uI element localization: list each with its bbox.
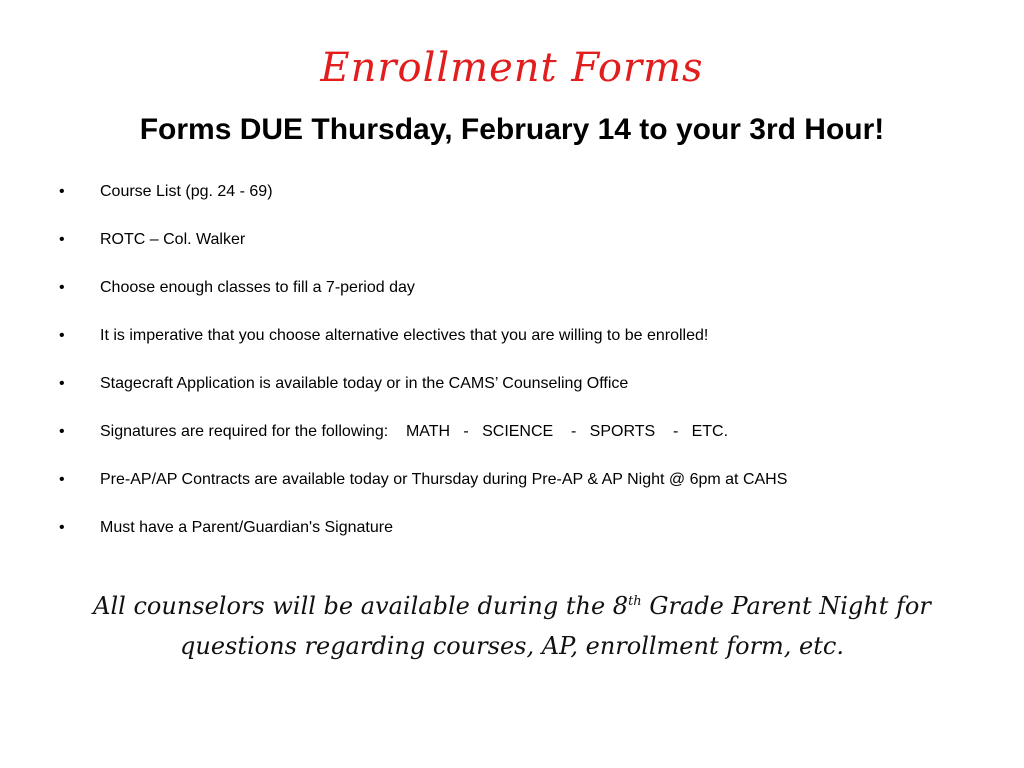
bullet-item-contracts bbox=[0, 464, 1024, 512]
bullet-text: Choose enough classes to fill a 7-period day bbox=[100, 279, 415, 296]
bullet-text: Course List (pg. 24 - 69) bbox=[100, 183, 273, 200]
bullet-icon: • bbox=[59, 423, 65, 440]
bullet-icon: • bbox=[59, 519, 65, 536]
bullet-item-rotc bbox=[0, 224, 1024, 272]
bullet-item-alternatives bbox=[0, 320, 1024, 368]
bullet-icon: • bbox=[59, 375, 65, 392]
note-text-end: Grade Parent Night for questions regarding courses, AP, enrollment form, etc. bbox=[180, 592, 931, 660]
bullet-text: Stagecraft Application is available today or in the CAMS’ Counseling Office bbox=[100, 375, 629, 392]
bullet-text: ROTC – Col. Walker bbox=[100, 231, 246, 248]
bullet-list bbox=[0, 176, 1024, 560]
counselor-note bbox=[40, 586, 984, 666]
note-text-start: All counselors will be available during the 8 bbox=[93, 592, 629, 620]
bullet-item-signatures bbox=[0, 416, 1024, 464]
slide-subtitle: Forms DUE Thursday, February 14 to your 3rd Hour! bbox=[139, 113, 885, 146]
bullet-text: It is imperative that you choose alternative electives that you are willing to be enrolled! bbox=[100, 327, 709, 344]
note-superscript: th bbox=[628, 594, 642, 609]
bullet-item-classes bbox=[0, 272, 1024, 320]
bullet-item-course-list bbox=[0, 176, 1024, 224]
bullet-text: Signatures are required for the following: MATH - SCIENCE - SPORTS - ETC. bbox=[100, 423, 729, 440]
bullet-icon: • bbox=[59, 471, 65, 488]
bullet-icon: • bbox=[59, 231, 65, 248]
bullet-item-parent-signature bbox=[0, 512, 1024, 560]
bullet-item-stagecraft bbox=[0, 368, 1024, 416]
bullet-icon: • bbox=[59, 183, 65, 200]
bullet-text: Pre-AP/AP Contracts are available today or Thursday during Pre-AP & AP Night @ 6pm at CAHS bbox=[100, 471, 788, 488]
slide-title: Enrollment Forms bbox=[320, 45, 704, 91]
bullet-icon: • bbox=[59, 279, 65, 296]
bullet-text: Must have a Parent/Guardian's Signature bbox=[100, 519, 393, 536]
bullet-icon: • bbox=[59, 327, 65, 344]
